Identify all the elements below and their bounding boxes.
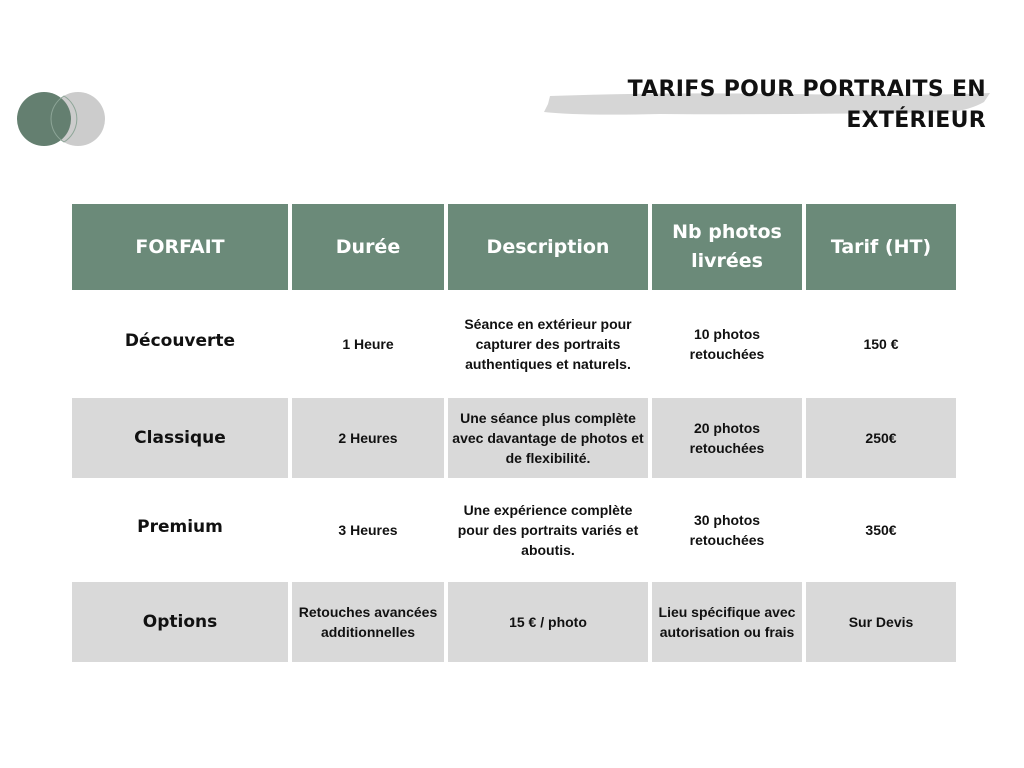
row-duration: Retouches avancées additionnelles: [292, 582, 444, 670]
row-package-name: Options: [72, 582, 288, 670]
table-row: [72, 398, 956, 486]
row-duration: 1 Heure: [292, 298, 444, 398]
row-package-name: Découverte: [72, 298, 288, 398]
header-duree: Durée: [292, 204, 444, 298]
pricing-table: [68, 204, 960, 670]
header-forfait: FORFAIT: [72, 204, 288, 298]
header-nb-photos: Nb photos livrées: [652, 204, 802, 298]
row-package-name: Premium: [72, 486, 288, 582]
table-row: [72, 582, 956, 670]
title-line-2: EXTÉRIEUR: [846, 108, 986, 133]
row-duration: 3 Heures: [292, 486, 444, 582]
row-duration: 2 Heures: [292, 398, 444, 486]
table-row: [72, 486, 956, 582]
row-price: 350€: [806, 486, 956, 582]
row-package-name: Classique: [72, 398, 288, 486]
page-title: [546, 74, 986, 136]
row-photo-count: 30 photos retouchées: [652, 486, 802, 582]
row-description: Une séance plus complète avec davantage de photos et de flexibilité.: [448, 398, 648, 486]
header-description: Description: [448, 204, 648, 298]
row-price: Sur Devis: [806, 582, 956, 670]
row-price: 150 €: [806, 298, 956, 398]
row-description: Une expérience complète pour des portraits variés et aboutis.: [448, 486, 648, 582]
row-description: Séance en extérieur pour capturer des portraits authentiques et naturels.: [448, 298, 648, 398]
row-price: 250€: [806, 398, 956, 486]
green-circle: [17, 92, 71, 146]
table-row: [72, 298, 956, 398]
row-photo-count: Lieu spécifique avec autorisation ou frais: [652, 582, 802, 670]
row-photo-count: 10 photos retouchées: [652, 298, 802, 398]
header-tarif: Tarif (HT): [806, 204, 956, 298]
title-line-1: TARIFS POUR PORTRAITS EN: [627, 77, 986, 102]
logo-circles: [16, 92, 108, 148]
row-photo-count: 20 photos retouchées: [652, 398, 802, 486]
header-row: [72, 204, 956, 298]
row-description: 15 € / photo: [448, 582, 648, 670]
